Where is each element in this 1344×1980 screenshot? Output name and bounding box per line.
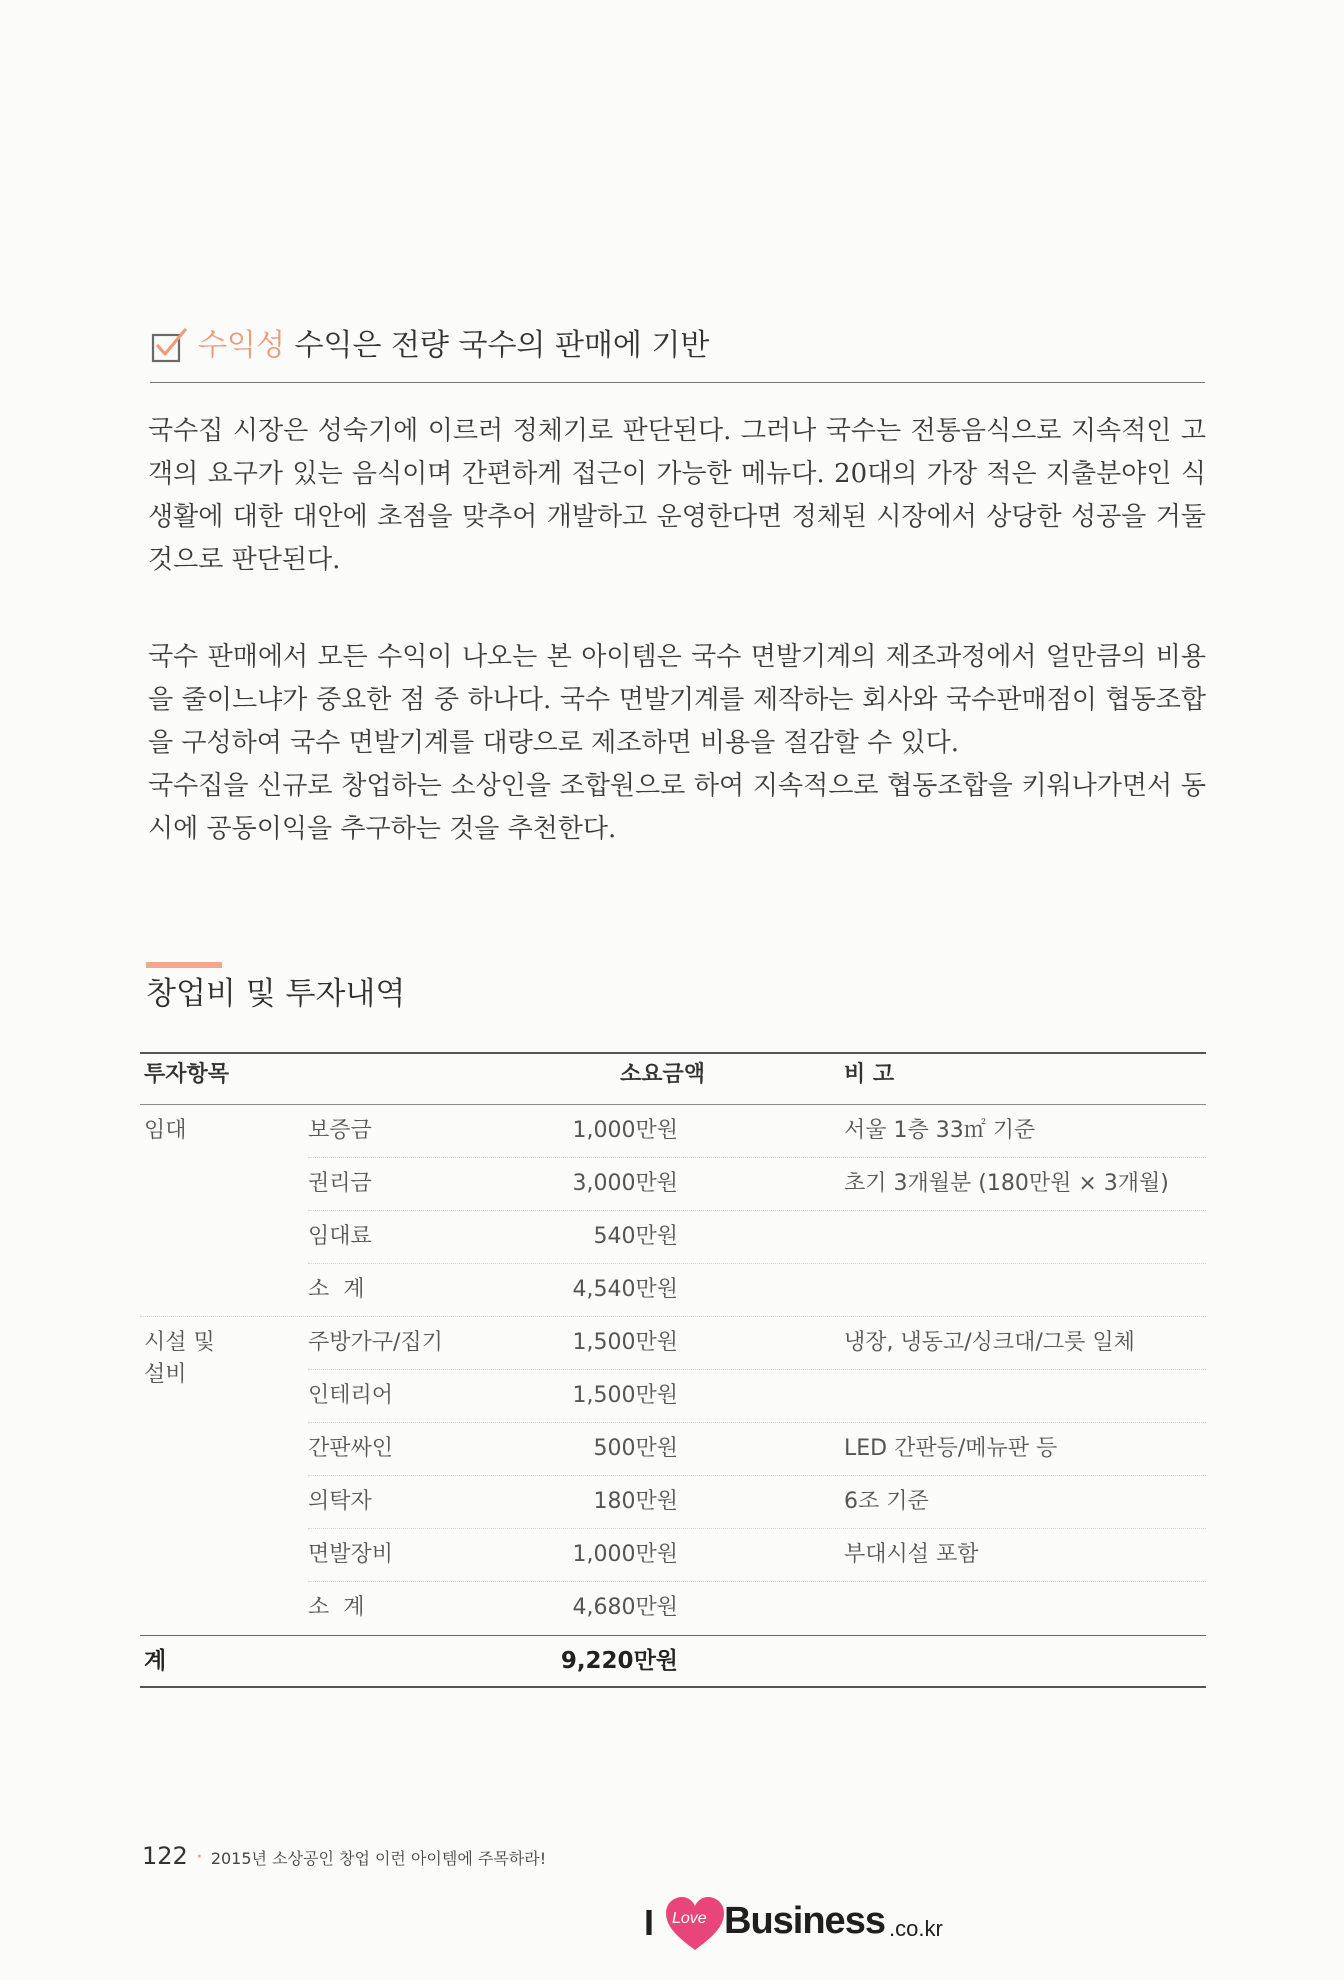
row-item-name: 간판싸인 (308, 1436, 394, 1461)
total-amount: 9,220만원 (560, 1648, 678, 1674)
row-amount: 3,000만원 (572, 1171, 678, 1196)
logo-domain: .co.kr (889, 1916, 943, 1941)
row-item-name: 의탁자 (308, 1489, 372, 1514)
table-bottom-rule (140, 1686, 1206, 1688)
row-amount: 1,000만원 (572, 1118, 678, 1143)
row-amount: 540만원 (593, 1224, 678, 1249)
row-note: 냉장, 냉동고/싱크대/그릇 일체 (844, 1330, 1135, 1355)
row-divider (308, 1581, 1206, 1582)
row-amount: 1,500만원 (572, 1330, 678, 1355)
row-note: 6조 기준 (844, 1489, 929, 1514)
logo-i: I (644, 1902, 655, 1943)
group-divider (140, 1316, 1206, 1317)
paragraph-2: 국수 판매에서 모든 수익이 나오는 본 아이템은 국수 면발기계의 제조과정에서 얼만큼의 비용을 줄이느냐가 중요한 점 중 하나다. 국수 면발기계를 제작하는 회사와 국수판매점이 협동조합을 구성하여 국수 면발기계를 대량으로 제조하면 비용을 절감할 수 있다. (148, 642, 1206, 758)
header-rule (140, 1104, 1206, 1105)
row-note: 초기 3개월분 (180만원 × 3개월) (844, 1171, 1169, 1196)
section-title-text: 수익은 전량 국수의 판매에 기반 (294, 328, 710, 363)
row-subtotal-label: 소 계 (308, 1277, 365, 1302)
row-item-name: 임대료 (308, 1224, 372, 1249)
category-facility-line2: 설비 (144, 1362, 187, 1387)
checkbox-check-icon (150, 326, 190, 366)
row-note: 부대시설 포함 (844, 1542, 979, 1567)
header-note: 비 고 (844, 1062, 895, 1087)
section-divider (150, 382, 1205, 383)
row-subtotal-amount: 4,540만원 (572, 1277, 678, 1302)
book-title: 2015년 소상공인 창업 이런 아이템에 주목하라! (210, 1849, 547, 1868)
subheading: 창업비 및 투자내역 (146, 976, 406, 1012)
row-note: LED 간판등/메뉴판 등 (844, 1436, 1058, 1461)
row-item-name: 권리금 (308, 1171, 372, 1196)
row-amount: 180만원 (593, 1489, 678, 1514)
row-item-name: 인테리어 (308, 1383, 394, 1408)
row-item-name: 보증금 (308, 1118, 372, 1143)
header-item: 투자항목 (144, 1062, 230, 1087)
section-title (198, 326, 709, 366)
category-facility-line1: 시설 및 (144, 1330, 215, 1355)
category-rent: 임대 (144, 1118, 187, 1143)
header-amount: 소요금액 (620, 1062, 706, 1087)
row-amount: 1,500만원 (572, 1383, 678, 1408)
subheading-accent-bar (146, 962, 222, 968)
section-heading (150, 322, 1205, 382)
paragraph-1: 국수집 시장은 성숙기에 이르러 정체기로 판단된다. 그러나 국수는 전통음식으로 지속적인 고객의 요구가 있는 음식이며 간편하게 접근이 가능한 메뉴다. 20대의 가장 적은 지출분야인 식생활에 대한 대안에 초점을 맞추어 개발하고 운영한다면 정체된 시장에서 상당한 성공을 거둘 것으로 판단된다. (148, 416, 1206, 575)
paragraph-3: 국수집을 신규로 창업하는 소상인을 조합원으로 하여 지속적으로 협동조합을 키워나가면서 동시에 공동이익을 추구하는 것을 추천한다. (148, 771, 1206, 844)
row-item-name: 면발장비 (308, 1542, 394, 1567)
row-note: 서울 1층 33㎡ 기준 (844, 1118, 1036, 1143)
row-amount: 1,000만원 (572, 1542, 678, 1567)
page-number: 122 (142, 1842, 188, 1870)
row-subtotal-label: 소 계 (308, 1595, 365, 1620)
section-title-accent: 수익성 (198, 328, 285, 363)
row-divider (308, 1422, 1206, 1423)
table-top-rule (140, 1052, 1206, 1054)
total-rule (140, 1635, 1206, 1636)
row-amount: 500만원 (593, 1436, 678, 1461)
total-label: 계 (144, 1648, 167, 1674)
row-divider (308, 1210, 1206, 1211)
page-footer (142, 1842, 546, 1870)
logo-business: Business (724, 1900, 885, 1942)
footer-separator: · (195, 1845, 203, 1870)
row-divider (308, 1475, 1206, 1476)
logo-love: Love (672, 1910, 707, 1927)
row-divider (308, 1528, 1206, 1529)
row-divider (308, 1157, 1206, 1158)
row-divider (308, 1263, 1206, 1264)
row-item-name: 주방가구/집기 (308, 1330, 443, 1355)
row-subtotal-amount: 4,680만원 (572, 1595, 678, 1620)
row-divider (308, 1369, 1206, 1370)
